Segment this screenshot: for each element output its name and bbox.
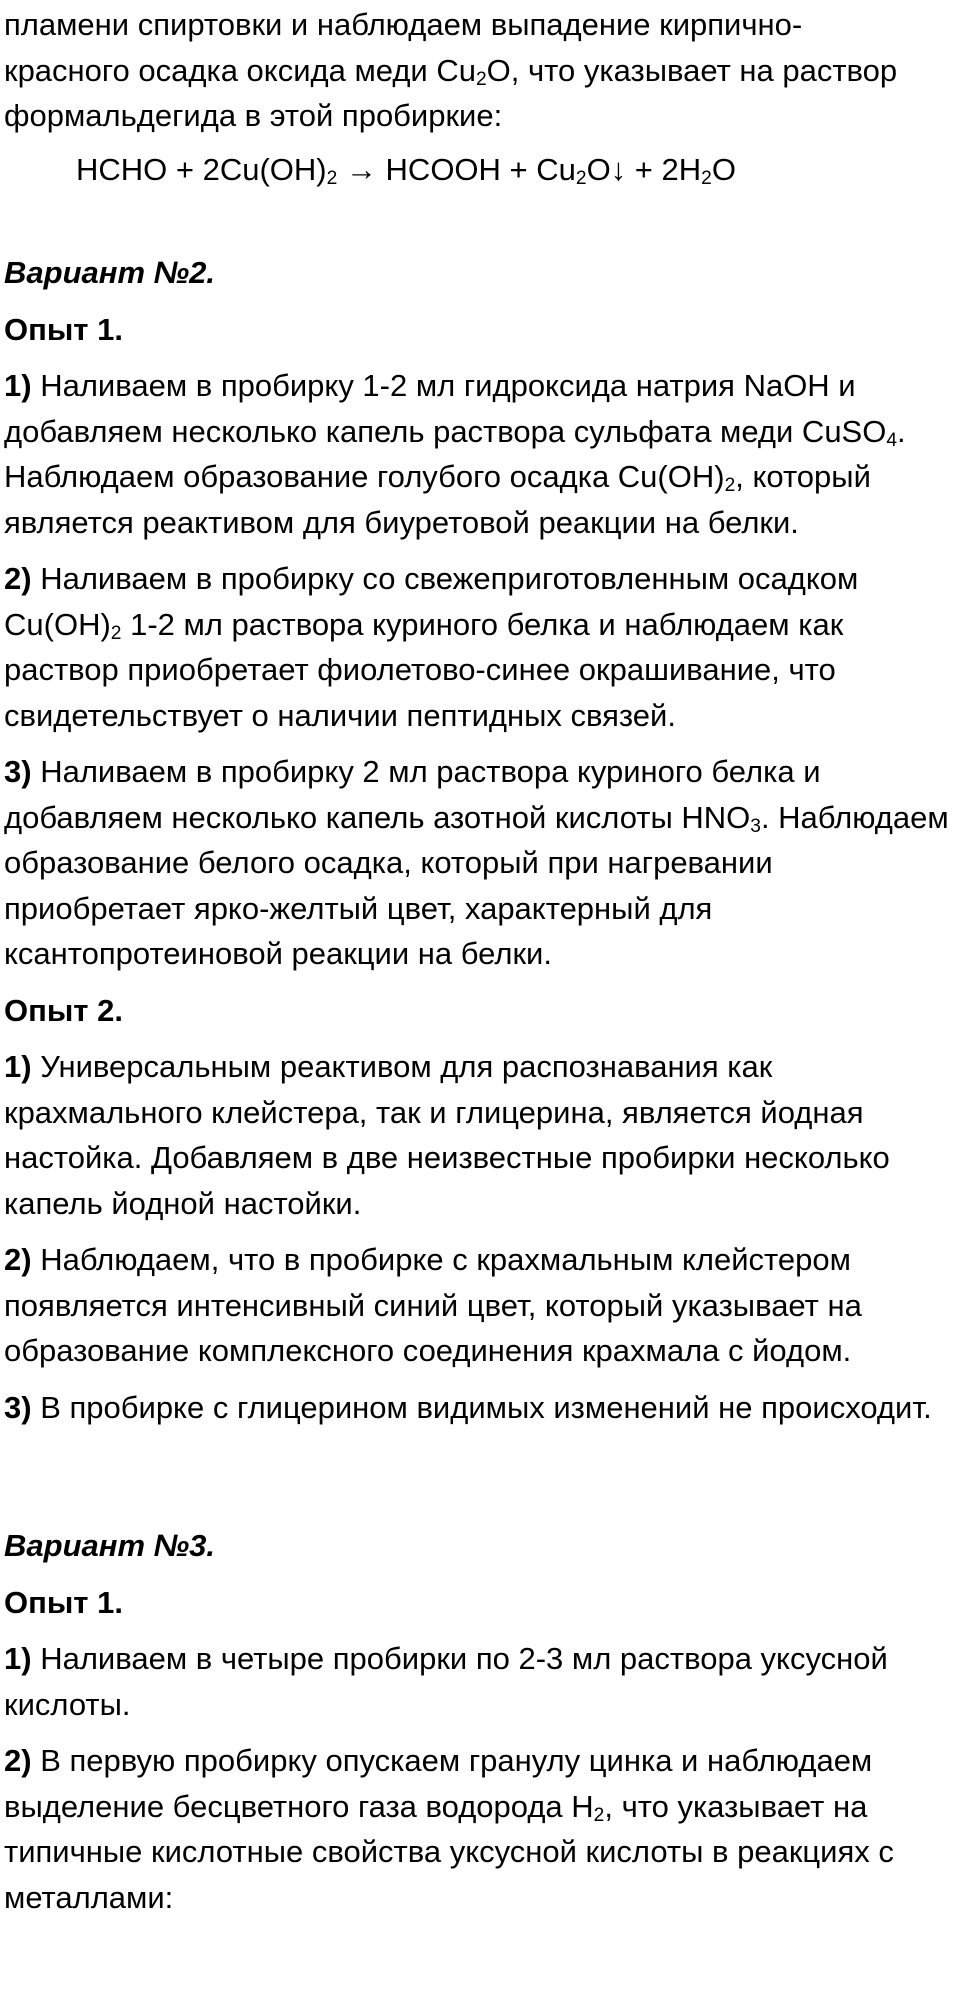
experiment-2-heading: Опыт 2. — [4, 992, 123, 1028]
item-number: 1) — [4, 1049, 32, 1084]
item-number: 1) — [4, 368, 32, 403]
variant-3-heading: Вариант №3. — [4, 1528, 216, 1563]
intro-paragraph: пламени спиртовки и наблюдаем выпадение кирпично- красного осадка оксида меди $Cu_2O$, что указывает на раствор формальдегида в этой пробиркие: — [4, 7, 898, 133]
list-item: 2) Наблюдаем, что в пробирке с крахмальным клейстером появляется интенсивный синий цвет, который указывает на образование комплексного соединения крахмала с йодом. — [4, 1242, 862, 1368]
spacer — [4, 1441, 954, 1523]
variant-2-heading: Вариант №2. — [4, 255, 216, 290]
experiment-1-heading: Опыт 1. — [4, 1584, 123, 1620]
item-number: 2) — [4, 1242, 32, 1277]
experiment-1-heading: Опыт 1. — [4, 311, 123, 347]
list-item: 2) Наливаем в пробирку со свежеприготовленным осадком $Cu(OH)_2$ 1-2 мл раствора куриного белка и наблюдаем как раствор приобретает фиолетово-синее окрашивание, что свидетельствует о наличии пептидных связей. — [4, 561, 859, 733]
reaction-equation: HCHO + $2Cu(OH)_2$ → HCOOH + $Cu_2O↓ + 2H_2O$ — [76, 151, 736, 189]
item-number: 3) — [4, 1389, 32, 1425]
item-number: 2) — [4, 1743, 32, 1778]
list-item: 2) В первую пробирку опускаем гранулу цинка и наблюдаем выделение бесцветного газа водорода $H_2$, что указывает на типичные кислотные свойства уксусной кислоты в реакциях с металлами: — [4, 1743, 894, 1915]
list-item: 1) Наливаем в четыре пробирки по 2-3 мл раствора уксусной кислоты. — [4, 1641, 888, 1722]
list-item: 1) Наливаем в пробирку 1-2 мл гидроксида натрия NaOH и добавляем несколько капель раствора сульфата меди CuSO$_4$. Наблюдаем образование голубого осадка $Cu(OH)_2$, который является реактивом для биуретовой реакции на белки. — [4, 368, 906, 540]
item-number: 2) — [4, 561, 32, 596]
list-item: 3) В пробирке с глицерином видимых изменений не происходит. — [4, 1389, 932, 1425]
list-item: 1) Универсальным реактивом для распознавания как крахмального клейстера, так и глицерина, является йодная настойка. Добавляем в две неизвестные пробирки несколько капель йодной настойки. — [4, 1049, 890, 1221]
spacer — [4, 192, 954, 250]
item-number: 3) — [4, 754, 32, 789]
list-item: 3) Наливаем в пробирку 2 мл раствора куриного белка и добавляем несколько капель азотной кислоты $HNO_3$. Наблюдаем образование белого осадка, который при нагревании приобретает ярко-желтый цвет, характерный для ксантопротеиновой реакции на белки. — [4, 754, 949, 971]
item-number: 1) — [4, 1641, 32, 1676]
